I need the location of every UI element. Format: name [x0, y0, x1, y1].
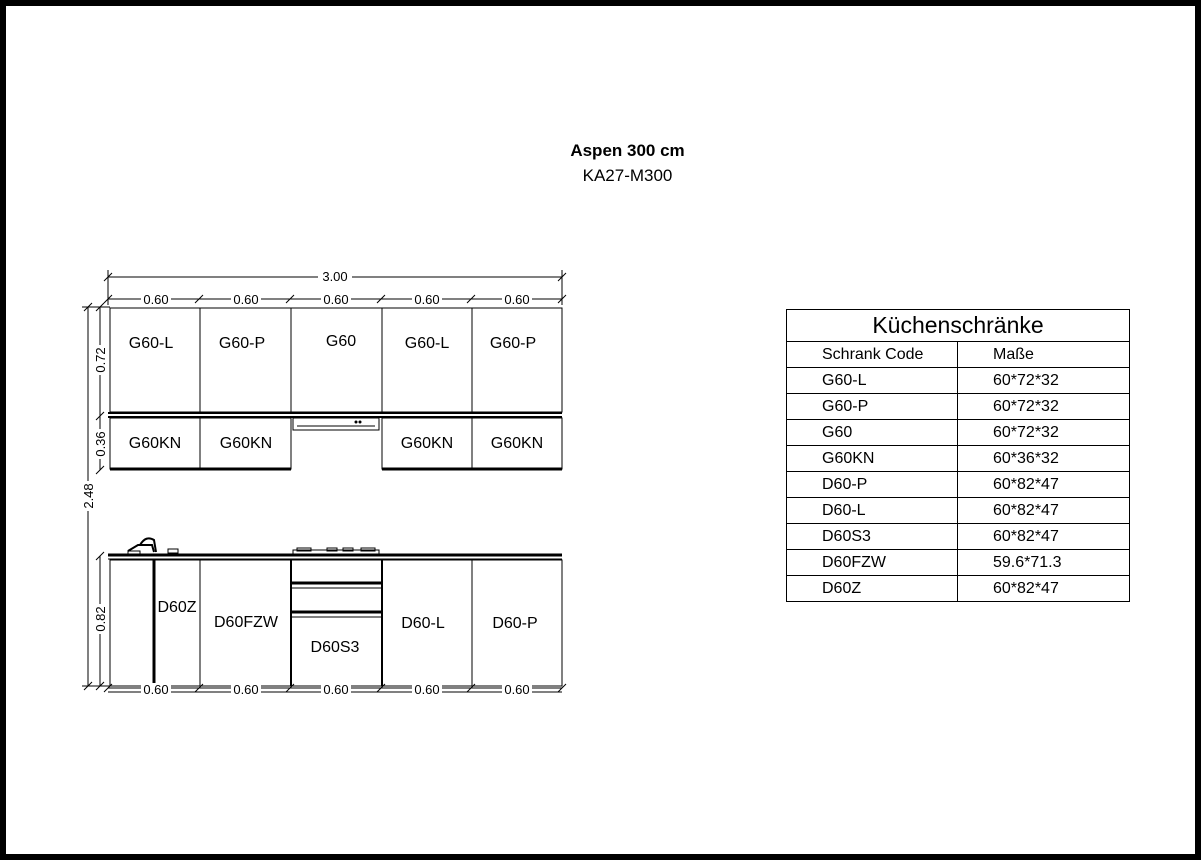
upper-cabinet-label: G60-L [128, 335, 174, 352]
extractor-hood [293, 418, 379, 430]
cell-dimensions: 59.6*71.3 [958, 550, 1130, 576]
cell-code: G60-L [787, 368, 958, 394]
mid-cabinet-label: G60KN [128, 435, 182, 452]
top-width-label: 0.60 [504, 292, 530, 307]
cell-dimensions: 60*72*32 [958, 394, 1130, 420]
cell-dimensions: 60*72*32 [958, 420, 1130, 446]
mid-height-label: 0.36 [93, 431, 108, 457]
base-cabinet-label: D60Z [157, 599, 197, 616]
cell-dimensions: 60*82*47 [958, 524, 1130, 550]
table-row [787, 420, 1130, 446]
base-height-label: 0.82 [93, 606, 108, 632]
top-width-label: 0.60 [323, 292, 349, 307]
table-caption-row [787, 310, 1130, 342]
upper-cabinet-label: G60-L [404, 335, 450, 352]
cabinet-dimensions-table [786, 309, 1130, 602]
cell-code: G60KN [787, 446, 958, 472]
bottom-width-label: 0.60 [504, 682, 530, 697]
top-width-label: 0.60 [414, 292, 440, 307]
table-row [787, 394, 1130, 420]
cell-code: D60FZW [787, 550, 958, 576]
cell-dimensions: 60*82*47 [958, 498, 1130, 524]
mid-cabinet-label: G60KN [400, 435, 454, 452]
upper-cabinet-label: G60-P [489, 335, 537, 352]
table-row [787, 524, 1130, 550]
top-width-label: 0.60 [143, 292, 169, 307]
drawing-subtitle: KA27-M300 [582, 166, 673, 185]
total-height-label: 2.48 [81, 483, 96, 509]
cell-code: G60 [787, 420, 958, 446]
cell-dimensions: 60*72*32 [958, 368, 1130, 394]
column-header-dimensions: Maße [958, 342, 1130, 368]
cell-dimensions: 60*82*47 [958, 576, 1130, 602]
table-header-row [787, 342, 1130, 368]
cell-code: D60-P [787, 472, 958, 498]
column-header-code: Schrank Code [787, 342, 958, 368]
cell-code: D60Z [787, 576, 958, 602]
table-row [787, 446, 1130, 472]
base-cabinet-label: D60-P [492, 615, 538, 632]
mid-cabinet-label: G60KN [490, 435, 544, 452]
base-cabinet-label: D60S3 [310, 639, 360, 656]
table-caption: Küchenschränke [787, 310, 1130, 342]
table-row [787, 498, 1130, 524]
total-width-label: 3.00 [322, 269, 348, 284]
upper-cabinet-label: G60-P [218, 335, 266, 352]
table-row [787, 576, 1130, 602]
upper-height-label: 0.72 [93, 347, 108, 373]
sink-faucet-icon [128, 538, 178, 554]
upper-cabinet-row [110, 308, 562, 412]
base-cabinet-label: D60-L [401, 615, 445, 632]
mid-cabinet-label: G60KN [219, 435, 273, 452]
table-row [787, 472, 1130, 498]
cell-code: G60-P [787, 394, 958, 420]
top-width-label: 0.60 [233, 292, 259, 307]
drawing-title: Aspen 300 cm [570, 141, 685, 160]
cell-code: D60-L [787, 498, 958, 524]
bottom-width-label: 0.60 [233, 682, 259, 697]
upper-cabinet-label: G60 [325, 333, 357, 350]
bottom-width-label: 0.60 [414, 682, 440, 697]
bottom-width-label: 0.60 [143, 682, 169, 697]
table-row [787, 550, 1130, 576]
bottom-width-label: 0.60 [323, 682, 349, 697]
cell-dimensions: 60*82*47 [958, 472, 1130, 498]
table-row [787, 368, 1130, 394]
base-cabinet-label: D60FZW [214, 614, 278, 631]
cell-code: D60S3 [787, 524, 958, 550]
cell-dimensions: 60*36*32 [958, 446, 1130, 472]
